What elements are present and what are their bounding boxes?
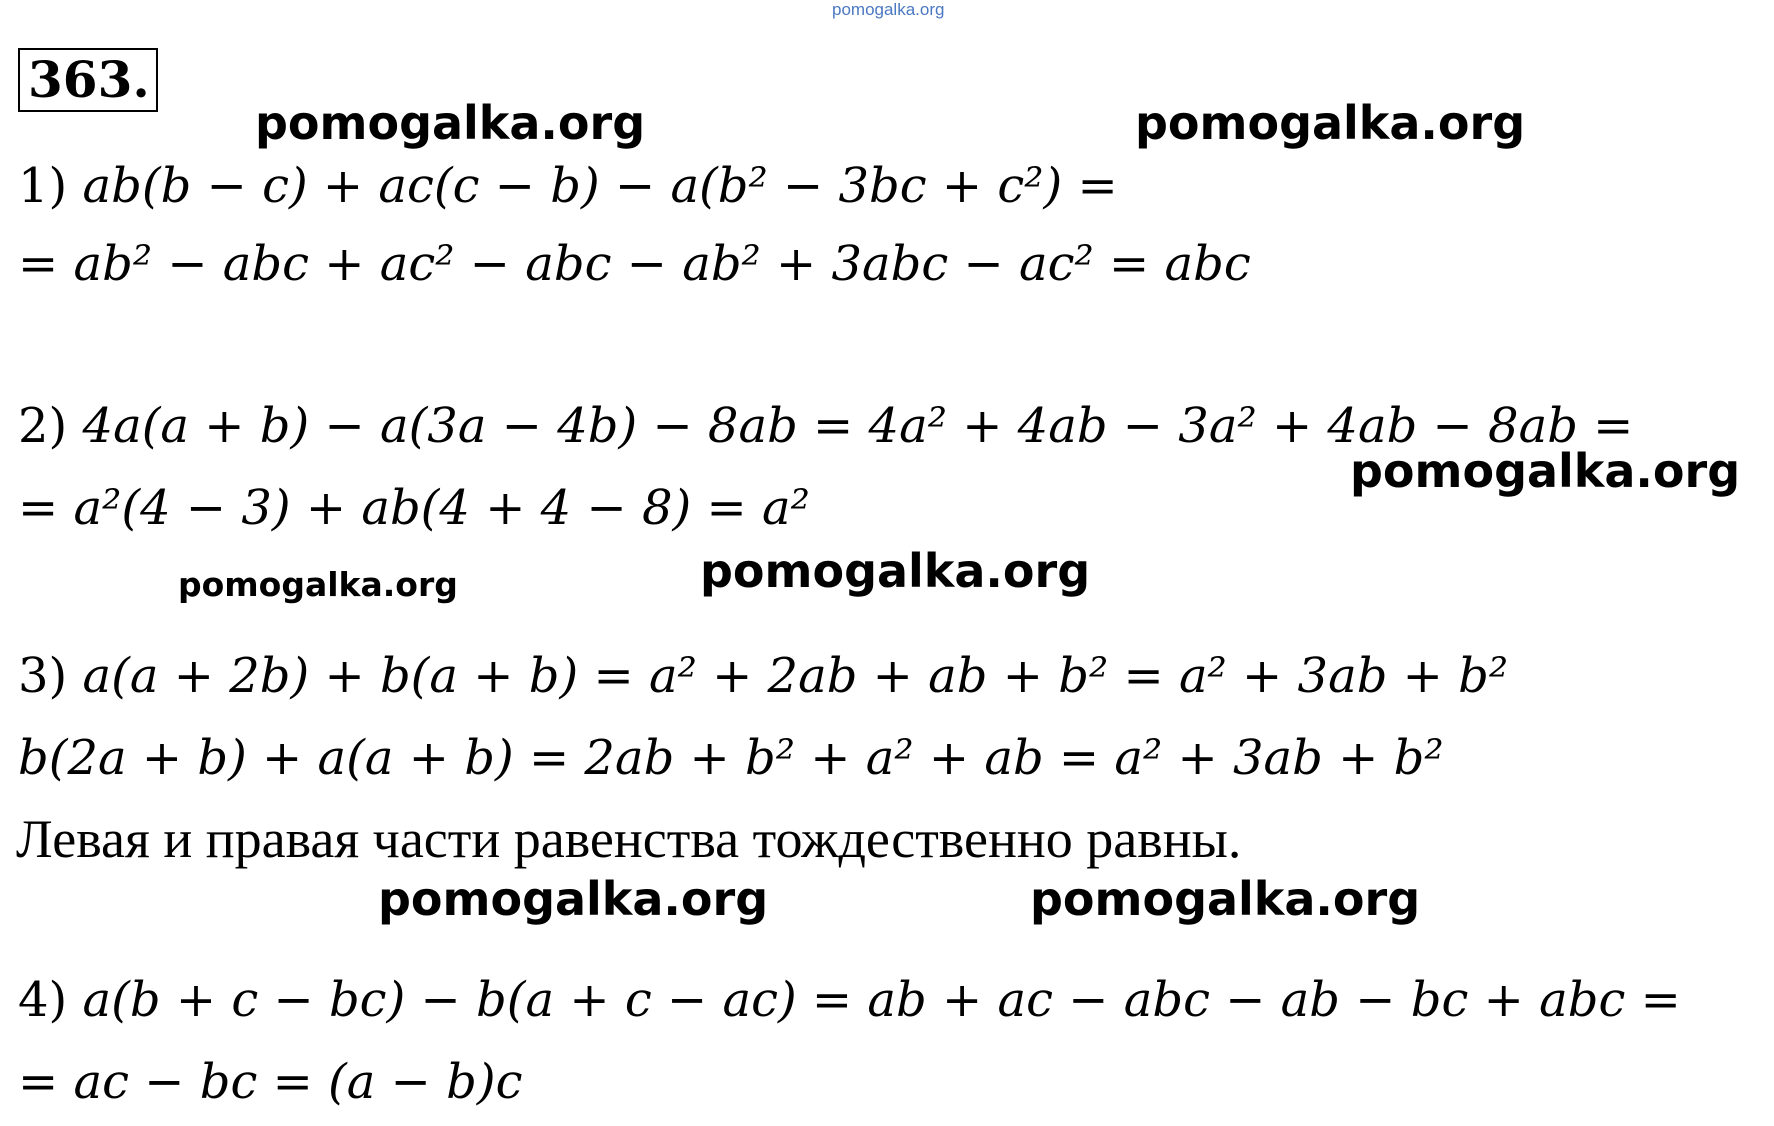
part-label: 3) (18, 648, 68, 704)
part-4-line-2 (18, 1054, 523, 1110)
conclusion-text: Левая и правая части равенства тождественно равны. (16, 809, 1242, 869)
part-label: 1) (18, 158, 68, 214)
watermark: pomogalka.org (255, 96, 646, 150)
equation: ab(b − c) + ac(c − b) − a(b² − 3bc + c²) = (82, 158, 1118, 214)
part-2-line-1 (18, 398, 1634, 454)
equation: = a²(4 − 3) + ab(4 + 4 − 8) = a² (18, 480, 810, 536)
equation: = ac − bc = (a − b)c (18, 1054, 523, 1110)
part-label: 4) (18, 972, 68, 1028)
equation: a(a + 2b) + b(a + b) = a² + 2ab + ab + b² = a² + 3ab + b² (82, 648, 1509, 704)
equation: = ab² − abc + ac² − abc − ab² + 3abc − ac² = abc (18, 236, 1251, 292)
watermark: pomogalka.org (1135, 96, 1526, 150)
part-1-line-1 (18, 158, 1118, 214)
top-watermark: pomogalka.org (832, 0, 945, 19)
watermark: pomogalka.org (378, 872, 769, 926)
equation: 4a(a + b) − a(3a − 4b) − 8ab = 4a² + 4ab − 3a² + 4ab − 8ab = (82, 398, 1634, 454)
watermark: pomogalka.org (178, 565, 458, 604)
part-4-line-1 (18, 972, 1681, 1028)
problem-number: 363. (28, 50, 150, 109)
part-3-line-1 (18, 648, 1509, 704)
part-label: 2) (18, 398, 68, 454)
part-1-line-2 (18, 236, 1251, 292)
watermark: pomogalka.org (1350, 444, 1741, 498)
watermark: pomogalka.org (700, 544, 1091, 598)
part-2-line-2 (18, 480, 810, 536)
watermark: pomogalka.org (1030, 872, 1421, 926)
part-3-line-2 (18, 730, 1444, 786)
equation: a(b + c − bc) − b(a + c − ac) = ab + ac − abc − ab − bc + abc = (82, 972, 1681, 1028)
equation: b(2a + b) + a(a + b) = 2ab + b² + a² + ab = a² + 3ab + b² (18, 730, 1444, 786)
